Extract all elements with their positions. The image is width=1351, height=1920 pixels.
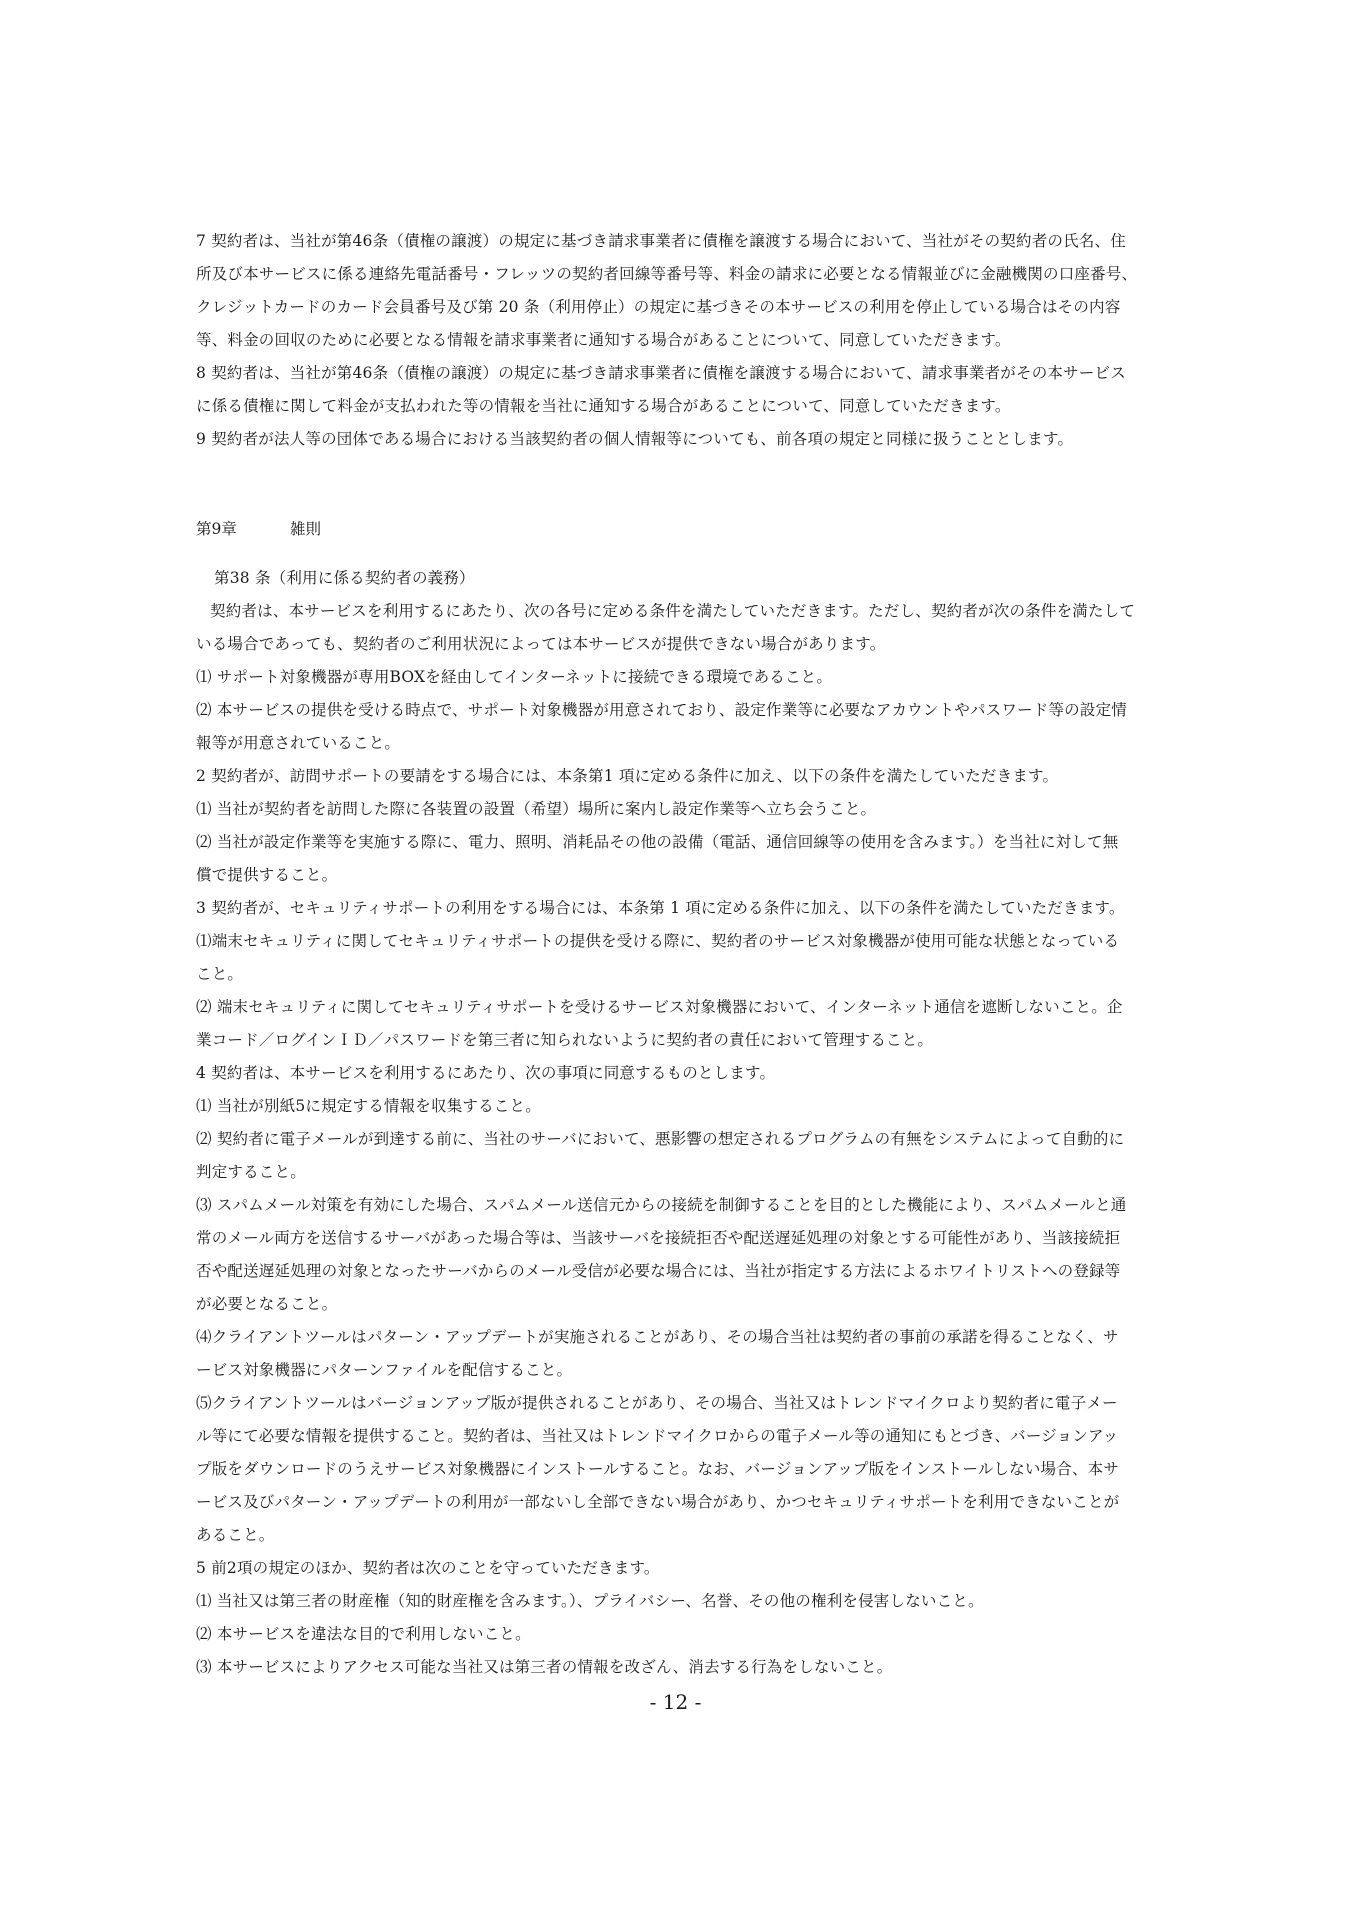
article-line: 4 契約者は、本サービスを利用するにあたり、次の事項に同意するものとします。 bbox=[196, 1064, 776, 1082]
article-line: こと。 bbox=[196, 965, 244, 983]
paragraph-line: クレジットカードのカード会員番号及び第 20 条（利用停止）の規定に基づきその本サービスの利用を停止している場合はその内容 bbox=[196, 298, 1121, 316]
article-line: 契約者は、本サービスを利用するにあたり、次の各号に定める条件を満たしていただきます。ただし、契約者が次の条件を満たして bbox=[210, 602, 1136, 620]
article-line: ⑴ 当社が別紙5に規定する情報を収集すること。 bbox=[196, 1097, 541, 1115]
article-line: 業コード／ログインＩＤ／パスワードを第三者に知られないように契約者の責任において管理すること。 bbox=[196, 1031, 934, 1049]
article-heading: 第38 条（利用に係る契約者の義務） bbox=[214, 569, 475, 587]
article-line: いる場合であっても、契約者のご利用状況によっては本サービスが提供できない場合があります。 bbox=[196, 635, 886, 653]
article-line: 5 前2項の規定のほか、契約者は次のことを守っていただきます。 bbox=[196, 1559, 660, 1577]
article-line: ⑵ 本サービスを違法な目的で利用しないこと。 bbox=[196, 1625, 531, 1643]
article-line: 常のメール両方を送信するサーバがあった場合等は、当該サーバを接続拒否や配送遅延処理の対象とする可能性があり、当該接続拒 bbox=[196, 1229, 1121, 1247]
chapter-number: 第9章 bbox=[196, 520, 237, 538]
paragraph-line: 所及び本サービスに係る連絡先電話番号・フレッツの契約者回線等番号等、料金の請求に必要となる情報並びに金融機関の口座番号、 bbox=[196, 265, 1138, 283]
article-line: 3 契約者が、セキュリティサポートの利用をする場合には、本条第 1 項に定める条件に加え、以下の条件を満たしていただきます。 bbox=[196, 899, 1125, 917]
paragraph-line: 8 契約者は、当社が第46条（債権の譲渡）の規定に基づき請求事業者に債権を譲渡する場合において、請求事業者がその本サービス bbox=[196, 364, 1126, 382]
article-line: ⑵ 契約者に電子メールが到達する前に、当社のサーバにおいて、悪影響の想定されるプログラムの有無をシステムによって自動的に bbox=[196, 1130, 1125, 1148]
paragraph-line: に係る債権に関して料金が支払われた等の情報を当社に通知する場合があることについて、同意していただきます。 bbox=[196, 397, 1011, 415]
paragraph-line: 等、料金の回収のために必要となる情報を請求事業者に通知する場合があることについて、同意していただきます。 bbox=[196, 331, 1011, 349]
article-line: ⑴ サポート対象機器が専用BOXを経由してインターネットに接続できる環境であること。 bbox=[196, 668, 833, 686]
article-line: ⑵ 本サービスの提供を受ける時点で、サポート対象機器が用意されており、設定作業等に必要なアカウントやパスワード等の設定情 bbox=[196, 701, 1127, 719]
paragraph-line: 7 契約者は、当社が第46条（債権の譲渡）の規定に基づき請求事業者に債権を譲渡する場合において、当社がその契約者の氏名、住 bbox=[196, 232, 1126, 250]
article-line: ⑶ スパムメール対策を有効にした場合、スパムメール送信元からの接続を制御することを目的とした機能により、スパムメールと通 bbox=[196, 1196, 1127, 1214]
article-line: ⑴ 当社又は第三者の財産権（知的財産権を含みます。）、プライバシー、名誉、その他の権利を侵害しないこと。 bbox=[196, 1592, 984, 1610]
article-line: 償で提供すること。 bbox=[196, 866, 338, 884]
article-line: ル等にて必要な情報を提供すること。契約者は、当社又はトレンドマイクロからの電子メール等の通知にもとづき、バージョンアッ bbox=[196, 1427, 1119, 1445]
article-line: あること。 bbox=[196, 1526, 275, 1544]
article-line: 判定すること。 bbox=[196, 1163, 306, 1181]
article-line: ⑵ 当社が設定作業等を実施する際に、電力、照明、消耗品その他の設備（電話、通信回線等の使用を含みます。）を当社に対して無 bbox=[196, 833, 1119, 851]
article-line: 2 契約者が、訪問サポートの要請をする場合には、本条第1 項に定める条件に加え、以下の条件を満たしていただきます。 bbox=[196, 767, 1059, 785]
page-number: - 12 - bbox=[649, 1690, 702, 1714]
article-line: ⑵ 端末セキュリティに関してセキュリティサポートを受けるサービス対象機器において、インターネット通信を遮断しないこと。企 bbox=[196, 998, 1123, 1016]
chapter-title: 雑則 bbox=[290, 520, 322, 538]
article-line: プ版をダウンロードのうえサービス対象機器にインストールすること。なお、バージョンアップ版をインストールしない場合、本サ bbox=[196, 1460, 1120, 1478]
article-line: ⑴端末セキュリティに関してセキュリティサポートの提供を受ける際に、契約者のサービス対象機器が使用可能な状態となっている bbox=[196, 932, 1120, 950]
article-line: 否や配送遅延処理の対象となったサーバからのメール受信が必要な場合には、当社が指定する方法によるホワイトリストへの登録等 bbox=[196, 1262, 1121, 1280]
article-line: ⑸クライアントツールはバージョンアップ版が提供されることがあり、その場合、当社又はトレンドマイクロより契約者に電子メー bbox=[196, 1394, 1118, 1412]
article-line: ⑴ 当社が契約者を訪問した際に各装置の設置（希望）場所に案内し設定作業等へ立ち会うこと。 bbox=[196, 800, 877, 818]
article-line: ⑷クライアントツールはパターン・アップデートが実施されることがあり、その場合当社は契約者の事前の承諾を得ることなく、サ bbox=[196, 1328, 1119, 1346]
article-line: が必要となること。 bbox=[196, 1295, 338, 1313]
article-line: ⑶ 本サービスによりアクセス可能な当社又は第三者の情報を改ざん、消去する行為をしないこと。 bbox=[196, 1658, 893, 1676]
paragraph-line: 9 契約者が法人等の団体である場合における当該契約者の個人情報等についても、前各項の規定と同様に扱うこととします。 bbox=[196, 430, 1074, 448]
article-line: ービス対象機器にパターンファイルを配信すること。 bbox=[196, 1361, 573, 1379]
article-line: ービス及びパターン・アップデートの利用が一部ないし全部できない場合があり、かつセキュリティサポートを利用できないことが bbox=[196, 1493, 1120, 1511]
article-line: 報等が用意されていること。 bbox=[196, 734, 401, 752]
